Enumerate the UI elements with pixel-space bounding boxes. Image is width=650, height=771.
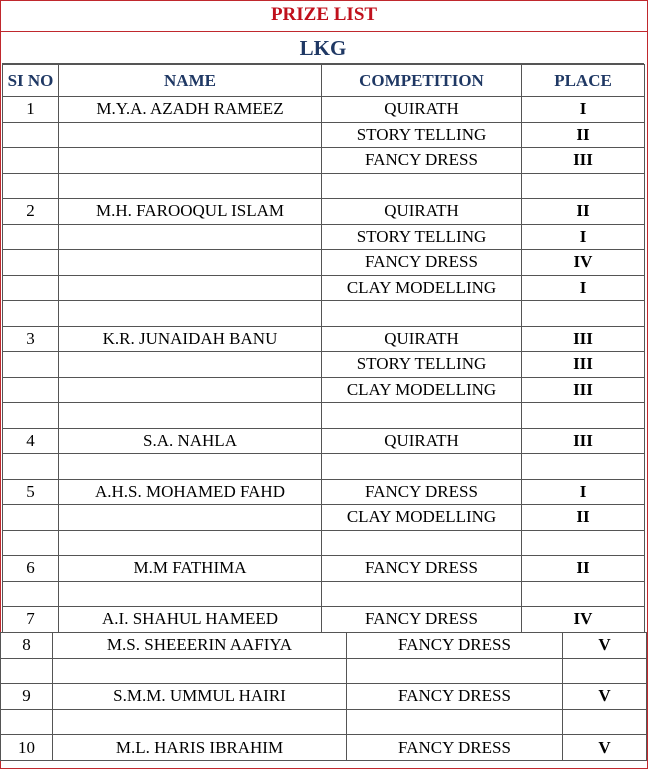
table-row bbox=[1, 709, 647, 735]
place-cell: III bbox=[522, 352, 645, 378]
table-row bbox=[3, 581, 645, 607]
si-cell bbox=[3, 275, 59, 301]
name-cell bbox=[59, 454, 322, 480]
si-cell bbox=[3, 530, 59, 556]
competition-cell: STORY TELLING bbox=[322, 122, 522, 148]
si-cell bbox=[3, 122, 59, 148]
table-row bbox=[3, 377, 645, 403]
name-cell bbox=[59, 530, 322, 556]
competition-cell bbox=[322, 454, 522, 480]
si-cell: 1 bbox=[3, 97, 59, 123]
table-row bbox=[1, 658, 647, 684]
competition-cell: CLAY MODELLING bbox=[322, 275, 522, 301]
name-cell bbox=[59, 301, 322, 327]
header-row bbox=[3, 65, 645, 97]
table-row bbox=[3, 224, 645, 250]
place-cell: I bbox=[522, 97, 645, 123]
place-cell: III bbox=[522, 377, 645, 403]
place-cell: V bbox=[563, 633, 647, 659]
competition-cell: FANCY DRESS bbox=[347, 735, 563, 761]
name-cell: M.S. SHEEERIN AAFIYA bbox=[53, 633, 347, 659]
name-cell: K.R. JUNAIDAH BANU bbox=[59, 326, 322, 352]
place-cell: III bbox=[522, 148, 645, 174]
table-row bbox=[3, 428, 645, 454]
competition-cell: QUIRATH bbox=[322, 97, 522, 123]
si-cell bbox=[3, 377, 59, 403]
name-cell bbox=[53, 709, 347, 735]
place-cell: II bbox=[522, 556, 645, 582]
place-cell: II bbox=[522, 122, 645, 148]
place-cell bbox=[522, 454, 645, 480]
si-cell bbox=[3, 454, 59, 480]
competition-cell bbox=[322, 530, 522, 556]
competition-cell: STORY TELLING bbox=[322, 352, 522, 378]
si-cell: 9 bbox=[1, 684, 53, 710]
prize-table bbox=[2, 64, 645, 633]
header-place: PLACE bbox=[522, 65, 645, 97]
competition-cell bbox=[347, 658, 563, 684]
prize-table-continued bbox=[0, 632, 647, 761]
name-cell bbox=[59, 224, 322, 250]
name-cell bbox=[59, 581, 322, 607]
si-cell bbox=[3, 352, 59, 378]
table-row bbox=[3, 403, 645, 429]
competition-cell bbox=[347, 709, 563, 735]
si-cell bbox=[3, 148, 59, 174]
name-cell bbox=[59, 148, 322, 174]
header-si: SI NO bbox=[3, 65, 59, 97]
table-row bbox=[3, 454, 645, 480]
name-cell bbox=[59, 352, 322, 378]
name-cell bbox=[59, 173, 322, 199]
table-row bbox=[3, 275, 645, 301]
header-competition: COMPETITION bbox=[322, 65, 522, 97]
place-cell bbox=[522, 403, 645, 429]
name-cell: A.I. SHAHUL HAMEED bbox=[59, 607, 322, 633]
si-cell bbox=[3, 581, 59, 607]
table-row bbox=[3, 479, 645, 505]
competition-cell: STORY TELLING bbox=[322, 224, 522, 250]
name-cell bbox=[59, 505, 322, 531]
table-row bbox=[3, 352, 645, 378]
competition-cell: FANCY DRESS bbox=[347, 684, 563, 710]
header-name: NAME bbox=[59, 65, 322, 97]
competition-cell: FANCY DRESS bbox=[322, 556, 522, 582]
place-cell bbox=[522, 581, 645, 607]
place-cell: IV bbox=[522, 607, 645, 633]
competition-cell: FANCY DRESS bbox=[322, 607, 522, 633]
place-cell: V bbox=[563, 684, 647, 710]
table-row bbox=[3, 148, 645, 174]
table-row bbox=[3, 250, 645, 276]
si-cell: 7 bbox=[3, 607, 59, 633]
si-cell: 8 bbox=[1, 633, 53, 659]
name-cell: S.A. NAHLA bbox=[59, 428, 322, 454]
competition-cell: QUIRATH bbox=[322, 428, 522, 454]
table-row bbox=[3, 97, 645, 123]
page-title: PRIZE LIST bbox=[0, 0, 648, 32]
place-cell bbox=[522, 301, 645, 327]
place-cell: III bbox=[522, 326, 645, 352]
place-cell: I bbox=[522, 479, 645, 505]
competition-cell: FANCY DRESS bbox=[322, 479, 522, 505]
competition-cell: FANCY DRESS bbox=[322, 250, 522, 276]
name-cell bbox=[59, 250, 322, 276]
name-cell: M.L. HARIS IBRAHIM bbox=[53, 735, 347, 761]
table-row bbox=[3, 326, 645, 352]
si-cell bbox=[3, 505, 59, 531]
place-cell bbox=[522, 173, 645, 199]
name-cell bbox=[59, 122, 322, 148]
competition-cell bbox=[322, 301, 522, 327]
name-cell bbox=[59, 377, 322, 403]
place-cell: II bbox=[522, 199, 645, 225]
si-cell: 4 bbox=[3, 428, 59, 454]
si-cell bbox=[3, 301, 59, 327]
place-cell bbox=[522, 530, 645, 556]
si-cell: 3 bbox=[3, 326, 59, 352]
competition-cell: CLAY MODELLING bbox=[322, 377, 522, 403]
table-row bbox=[3, 122, 645, 148]
place-cell bbox=[563, 709, 647, 735]
name-cell: M.Y.A. AZADH RAMEEZ bbox=[59, 97, 322, 123]
name-cell bbox=[59, 275, 322, 301]
place-cell bbox=[563, 658, 647, 684]
competition-cell: CLAY MODELLING bbox=[322, 505, 522, 531]
class-heading: LKG bbox=[2, 32, 644, 64]
place-cell: IV bbox=[522, 250, 645, 276]
competition-cell bbox=[322, 173, 522, 199]
name-cell: S.M.M. UMMUL HAIRI bbox=[53, 684, 347, 710]
name-cell: A.H.S. MOHAMED FAHD bbox=[59, 479, 322, 505]
table-row bbox=[3, 530, 645, 556]
place-cell: III bbox=[522, 428, 645, 454]
place-cell: I bbox=[522, 275, 645, 301]
si-cell bbox=[1, 709, 53, 735]
place-cell: II bbox=[522, 505, 645, 531]
table-row bbox=[3, 505, 645, 531]
name-cell bbox=[53, 658, 347, 684]
table-row bbox=[3, 301, 645, 327]
si-cell: 10 bbox=[1, 735, 53, 761]
si-cell: 5 bbox=[3, 479, 59, 505]
table-row bbox=[3, 173, 645, 199]
table-row bbox=[1, 735, 647, 761]
table-row bbox=[3, 556, 645, 582]
table-row bbox=[3, 199, 645, 225]
si-cell bbox=[3, 224, 59, 250]
si-cell bbox=[1, 658, 53, 684]
name-cell: M.H. FAROOQUL ISLAM bbox=[59, 199, 322, 225]
place-cell: I bbox=[522, 224, 645, 250]
table-row bbox=[1, 684, 647, 710]
competition-cell: QUIRATH bbox=[322, 199, 522, 225]
competition-cell bbox=[322, 403, 522, 429]
si-cell bbox=[3, 173, 59, 199]
si-cell: 6 bbox=[3, 556, 59, 582]
competition-cell: QUIRATH bbox=[322, 326, 522, 352]
table-row bbox=[1, 633, 647, 659]
place-cell: V bbox=[563, 735, 647, 761]
competition-cell: FANCY DRESS bbox=[347, 633, 563, 659]
si-cell bbox=[3, 250, 59, 276]
competition-cell bbox=[322, 581, 522, 607]
competition-cell: FANCY DRESS bbox=[322, 148, 522, 174]
table-row bbox=[3, 607, 645, 633]
name-cell bbox=[59, 403, 322, 429]
si-cell: 2 bbox=[3, 199, 59, 225]
name-cell: M.M FATHIMA bbox=[59, 556, 322, 582]
si-cell bbox=[3, 403, 59, 429]
